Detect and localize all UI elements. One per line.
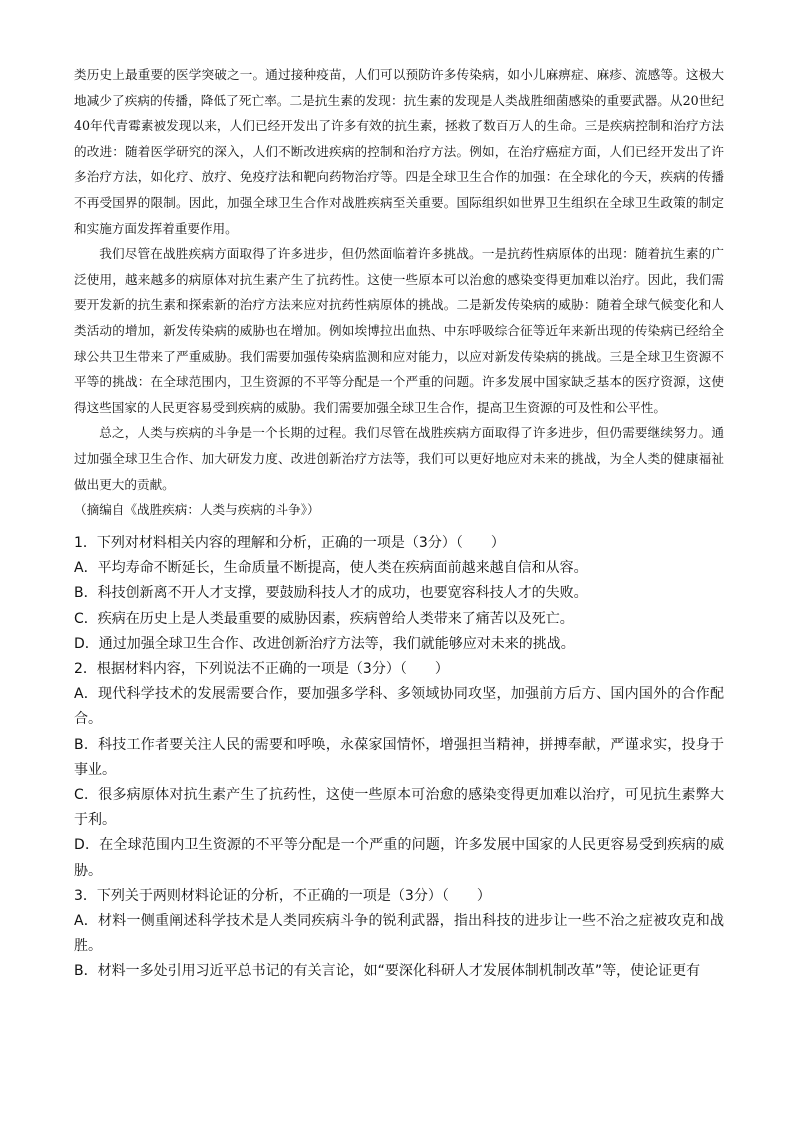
option-b: B．材料一多处引用习近平总书记的有关言论，如“要深化科研人才发展体制机制改革”等，使论证更有: [74, 963, 701, 980]
passage-source: （摘编自《战胜疾病：人类与疾病的斗争》）: [74, 502, 320, 518]
option-a: A．平均寿命不断延长，生命质量不断提高，使人类在疾病面前越来越自信和从容。: [74, 560, 588, 577]
option-a: A．材料一侧重阐述科学技术是人类同疾病斗争的锐利武器，指出科技的进步让一些不治之症被攻克和战胜。: [74, 913, 724, 955]
question-3: [74, 884, 724, 985]
question-stem: 1．下列对材料相关内容的理解和分析，正确的一项是（3分）（ ）: [74, 535, 505, 551]
option-c: C．疾病在历史上是人类最重要的威胁因素，疾病曾给人类带来了痛苦以及死亡。: [74, 610, 574, 627]
question-list: [74, 531, 724, 985]
passage-paragraph-2: 我们尽管在战胜疾病方面取得了许多进步，但仍然面临着许多挑战。一是抗药性病原体的出现：随着抗生素的广泛使用，越来越多的病原体对抗生素产生了抗药性。这使一些原本可以治愈的感染变得更加难以治疗。因此，我们需要开发新的抗生素和探索新的治疗方法来应对抗药性病原体的挑战。二是新发传染病的威胁：随着全球气候变化和人类活动的增加，新发传染病的威胁也在增加。例如埃博拉出血热、中东呼吸综合征等近年来新出现的传染病已经给全球公共卫生带来了严重威胁。我们需要加强传染病监测和应对能力，以应对新发传染病的挑战。三是全球卫生资源不平等的挑战：在全球范围内，卫生资源的不平等分配是一个严重的问题。许多发展中国家缺乏基本的医疗资源，这使得这些国家的人民更容易受到疾病的威胁。我们需要加强全球卫生合作，提高卫生资源的可及性和公平性。: [74, 246, 724, 415]
question-stem: 2．根据材料内容，下列说法不正确的一项是（3分）（ ）: [74, 661, 449, 678]
option-d: D．通过加强全球卫生合作、改进创新治疗方法等，我们就能够应对未来的挑战。: [74, 635, 575, 652]
option-a: A．现代科学技术的发展需要合作，要加强多学科、多领域协同攻坚，加强前方后方、国内国外的合作配合。: [74, 686, 724, 728]
question-2: [74, 657, 724, 884]
reading-passage: [74, 62, 724, 523]
option-c: C．很多病原体对抗生素产生了抗药性，这使一些原本可治愈的感染变得更加难以治疗，可见抗生素弊大于利。: [74, 787, 724, 829]
option-b: B．科技创新离不开人才支撑，要鼓励科技人才的成功，也要宽容科技人才的失败。: [74, 585, 588, 602]
question-stem: 3．下列关于两则材料论证的分析，不正确的一项是（3分）（ ）: [74, 887, 491, 904]
option-b: B．科技工作者要关注人民的需要和呼唤，永葆家国情怀，增强担当精神，拼搏奉献，严谨求实，投身于事业。: [74, 736, 724, 778]
passage-paragraph-3: 总之，人类与疾病的斗争是一个长期的过程。我们尽管在战胜疾病方面取得了许多进步，但仍需要继续努力。通过加强全球卫生合作、加大研发力度、改进创新治疗方法等，我们可以更好地应对未来的挑战，为全人类的健康福祉做出更大的贡献。: [74, 425, 724, 492]
question-1: [74, 531, 724, 657]
passage-paragraph-1: 类历史上最重要的医学突破之一。通过接种疫苗，人们可以预防许多传染病，如小儿麻痹症、麻疹、流感等。这极大地减少了疾病的传播，降低了死亡率。二是抗生素的发现：抗生素的发现是人类战胜细菌感染的重要武器。从20世纪40年代青霉素被发现以来，人们已经开发出了许多有效的抗生素，拯救了数百万人的生命。三是疾病控制和治疗方法的改进：随着医学研究的深入，人们不断改进疾病的控制和治疗方法。例如，在治疗癌症方面，人们已经开发出了许多治疗方法，如化疗、放疗、免疫疗法和靶向药物治疗等。四是全球卫生合作的加强：在全球化的今天，疾病的传播不再受国界的限制。因此，加强全球卫生合作对战胜疾病至关重要。国际组织如世界卫生组织在全球卫生政策的制定和实施方面发挥着重要作用。: [74, 67, 724, 236]
option-d: D．在全球范围内卫生资源的不平等分配是一个严重的问题，许多发展中国家的人民更容易受到疾病的威胁。: [74, 837, 724, 879]
